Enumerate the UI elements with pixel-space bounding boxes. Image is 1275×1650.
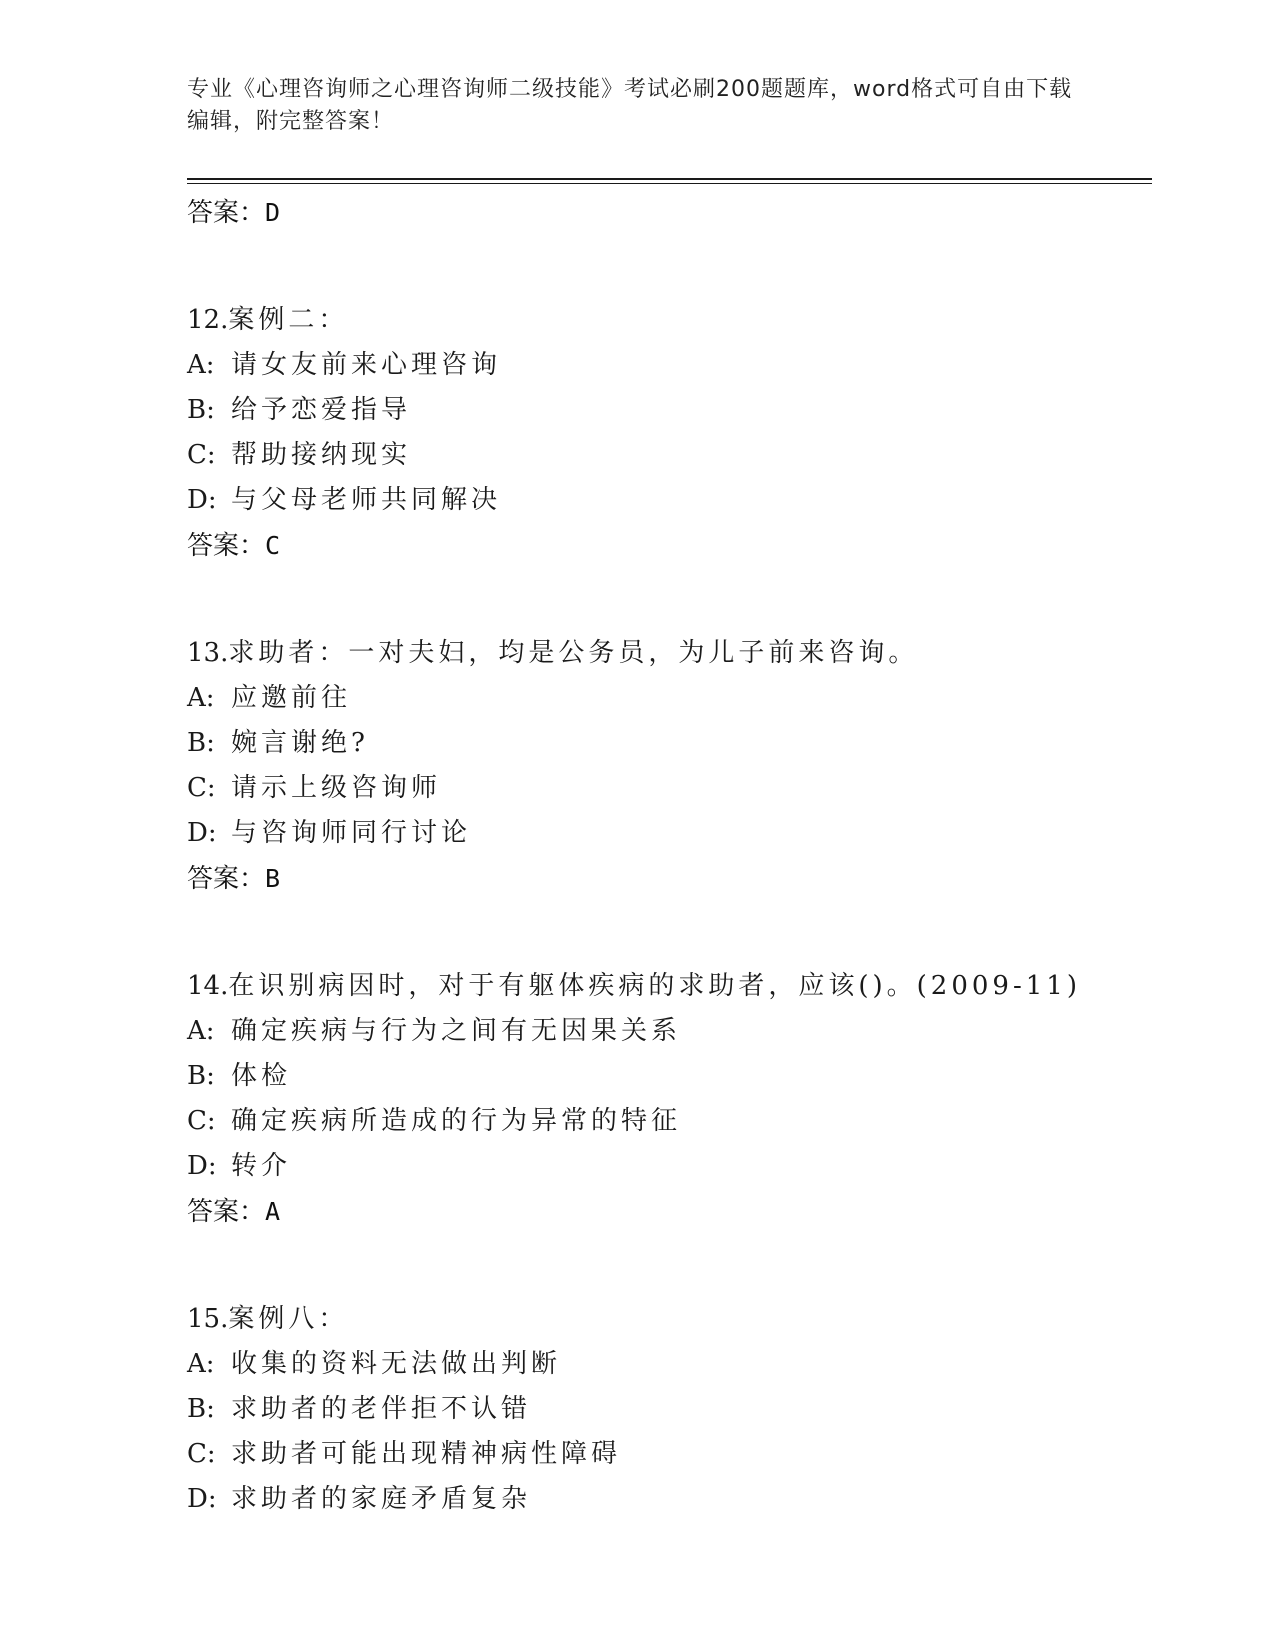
question-text: 在识别病因时，对于有躯体疾病的求助者，应该()。(2009-11): [228, 971, 1081, 1001]
spacer: [187, 236, 1147, 298]
option-text: 求助者的老伴拒不认错: [231, 1394, 532, 1424]
question-number: 14.: [187, 971, 229, 1001]
option-key: B:: [187, 1061, 215, 1091]
answer-value: D: [265, 198, 281, 227]
option-text: 求助者可能出现精神病性障碍: [231, 1439, 622, 1469]
option-key: C:: [187, 773, 216, 803]
answer-label: 答案：: [187, 198, 266, 228]
document-header: 专业《心理咨询师之心理咨询师二级技能》考试必刷200题题库，word格式可自由下载编辑，附完整答案！: [187, 77, 1073, 134]
answer-line: [187, 856, 1147, 902]
option-text: 收集的资料无法做出判断: [231, 1349, 562, 1379]
option-text: 帮助接纳现实: [231, 440, 412, 470]
option-text: 请示上级咨询师: [231, 773, 442, 803]
header-divider: [187, 178, 1152, 180]
option-line: [187, 1432, 1147, 1477]
question-stem: [187, 631, 1147, 676]
option-key: C:: [187, 1106, 216, 1136]
option-key: A:: [187, 1016, 215, 1046]
answer-label: 答案：: [187, 1197, 266, 1227]
header-divider-thin: [187, 183, 1152, 184]
option-text: 请女友前来心理咨询: [231, 350, 502, 380]
option-line: [187, 1342, 1147, 1387]
option-text: 确定疾病与行为之间有无因果关系: [231, 1016, 682, 1046]
question-text: 求助者：一对夫妇，均是公务员，为儿子前来咨询。: [228, 638, 919, 668]
spacer: [187, 1235, 1147, 1297]
answer-line: [187, 1189, 1147, 1235]
option-line: [187, 766, 1147, 811]
option-text: 与父母老师共同解决: [231, 485, 502, 515]
question-list: [187, 190, 1147, 1522]
spacer: [187, 569, 1147, 631]
option-text: 给予恋爱指导: [231, 395, 412, 425]
question-number: 15.: [187, 1304, 229, 1334]
option-key: D:: [187, 1484, 217, 1514]
option-line: [187, 676, 1147, 721]
option-key: D:: [187, 485, 217, 515]
option-key: A:: [187, 683, 215, 713]
answer-value: A: [265, 1197, 281, 1226]
option-key: B:: [187, 728, 215, 758]
option-key: D:: [187, 818, 217, 848]
answer-value: B: [265, 864, 281, 893]
question-stem: [187, 1297, 1147, 1342]
option-text: 婉言谢绝?: [231, 728, 369, 758]
option-key: C:: [187, 440, 216, 470]
option-text: 求助者的家庭矛盾复杂: [231, 1484, 532, 1514]
option-text: 转介: [231, 1151, 292, 1181]
option-line: [187, 1099, 1147, 1144]
answer-label: 答案：: [187, 531, 266, 561]
option-line: [187, 478, 1147, 523]
option-line: [187, 1144, 1147, 1189]
option-line: [187, 1054, 1147, 1099]
option-line: [187, 343, 1147, 388]
option-text: 确定疾病所造成的行为异常的特征: [231, 1106, 682, 1136]
spacer: [187, 902, 1147, 964]
option-key: A:: [187, 1349, 215, 1379]
question-stem: [187, 964, 1147, 1009]
option-line: [187, 1009, 1147, 1054]
option-line: [187, 388, 1147, 433]
answer-line: [187, 523, 1147, 569]
answer-label: 答案：: [187, 864, 266, 894]
option-key: B:: [187, 395, 215, 425]
option-key: D:: [187, 1151, 217, 1181]
option-text: 体检: [231, 1061, 292, 1091]
option-line: [187, 721, 1147, 766]
question-number: 13.: [187, 638, 229, 668]
question-stem: [187, 298, 1147, 343]
option-key: A:: [187, 350, 215, 380]
question-number: 12.: [187, 305, 229, 335]
question-text: 案例八：: [228, 1304, 349, 1334]
option-line: [187, 1387, 1147, 1432]
option-text: 与咨询师同行讨论: [231, 818, 472, 848]
question-text: 案例二：: [228, 305, 349, 335]
option-line: [187, 811, 1147, 856]
option-text: 应邀前往: [231, 683, 352, 713]
option-key: B:: [187, 1394, 215, 1424]
option-key: C:: [187, 1439, 216, 1469]
option-line: [187, 433, 1147, 478]
answer-value: C: [265, 531, 281, 560]
answer-line: [187, 190, 1147, 236]
option-line: [187, 1477, 1147, 1522]
